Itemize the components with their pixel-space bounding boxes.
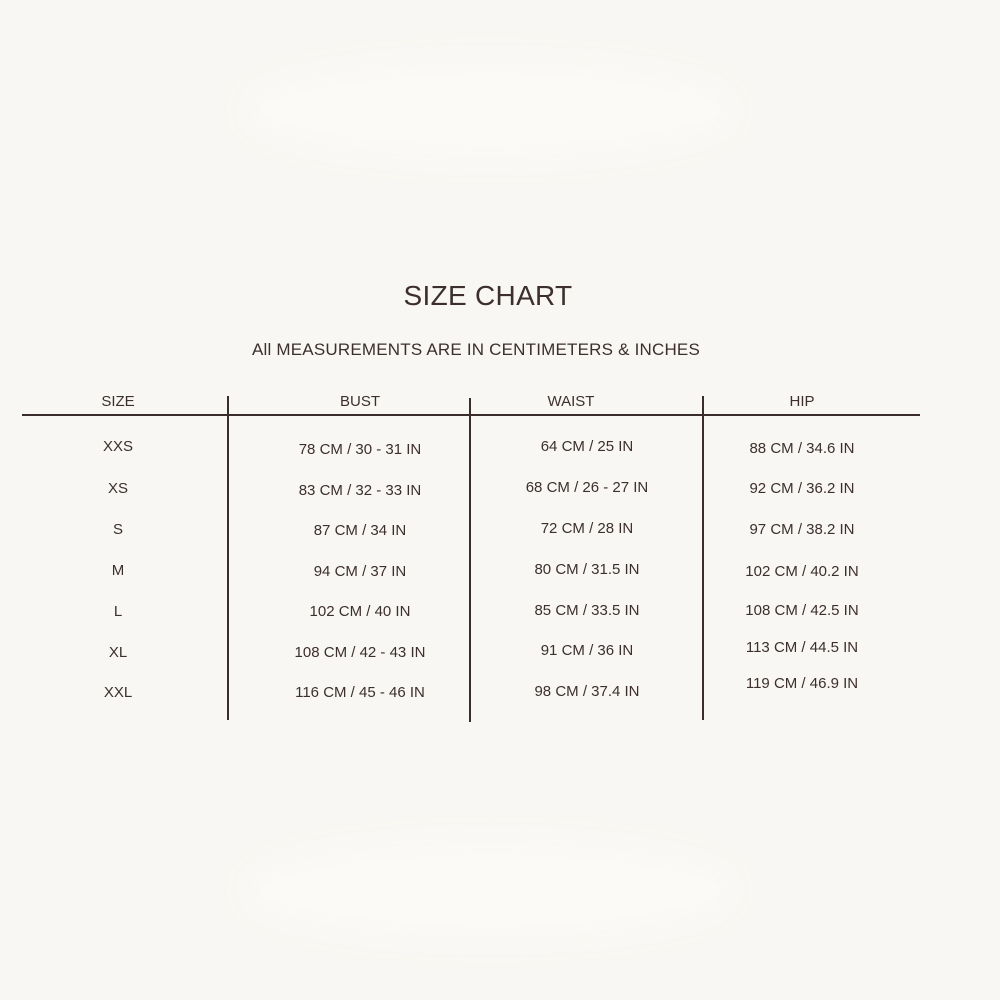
cell-hip-row-2: 92 CM / 36.2 IN [749, 480, 855, 497]
cell-bust-row-1: 78 CM / 30 - 31 IN [298, 441, 422, 458]
cell-hip-row-3: 97 CM / 38.2 IN [749, 521, 855, 538]
cell-hip-row-4: 102 CM / 40.2 IN [745, 563, 859, 580]
cell-size-row-7: XXL [103, 684, 133, 701]
column-divider-1 [227, 396, 229, 720]
cell-bust-row-2: 83 CM / 32 - 33 IN [298, 482, 422, 499]
cell-bust-row-6: 108 CM / 42 - 43 IN [294, 644, 426, 661]
cell-size-row-4: M [111, 562, 125, 579]
cell-hip-row-7: 119 CM / 46.9 IN [745, 675, 859, 692]
cell-waist-row-2: 68 CM / 26 - 27 IN [525, 479, 649, 496]
cell-waist-row-1: 64 CM / 25 IN [540, 438, 634, 455]
cell-bust-row-5: 102 CM / 40 IN [309, 603, 411, 620]
cell-waist-row-5: 85 CM / 33.5 IN [534, 602, 640, 619]
cell-size-row-6: XL [108, 644, 128, 661]
cell-bust-row-4: 94 CM / 37 IN [313, 563, 407, 580]
background-glow-top [260, 80, 720, 140]
header-divider [22, 414, 920, 416]
cell-size-row-2: XS [107, 480, 128, 497]
cell-hip-row-5: 108 CM / 42.5 IN [745, 602, 859, 619]
cell-waist-row-4: 80 CM / 31.5 IN [534, 561, 640, 578]
column-header-size: SIZE [101, 393, 135, 410]
cell-hip-row-1: 88 CM / 34.6 IN [749, 440, 855, 457]
page-title: SIZE CHART [403, 280, 573, 311]
cell-bust-row-3: 87 CM / 34 IN [313, 522, 407, 539]
cell-size-row-3: S [112, 521, 123, 538]
column-header-bust: BUST [339, 393, 380, 410]
cell-size-row-5: L [113, 603, 123, 620]
background-glow-bottom [260, 860, 720, 920]
page-subtitle: All MEASUREMENTS ARE IN CENTIMETERS & INCHES [251, 340, 701, 359]
cell-waist-row-3: 72 CM / 28 IN [540, 520, 634, 537]
column-header-waist: WAIST [547, 393, 595, 410]
column-header-hip: HIP [789, 393, 815, 410]
cell-hip-row-6: 113 CM / 44.5 IN [745, 639, 859, 656]
cell-bust-row-7: 116 CM / 45 - 46 IN [295, 684, 425, 701]
cell-size-row-1: XXS [102, 438, 133, 455]
cell-waist-row-7: 98 CM / 37.4 IN [534, 683, 640, 700]
cell-waist-row-6: 91 CM / 36 IN [540, 642, 634, 659]
